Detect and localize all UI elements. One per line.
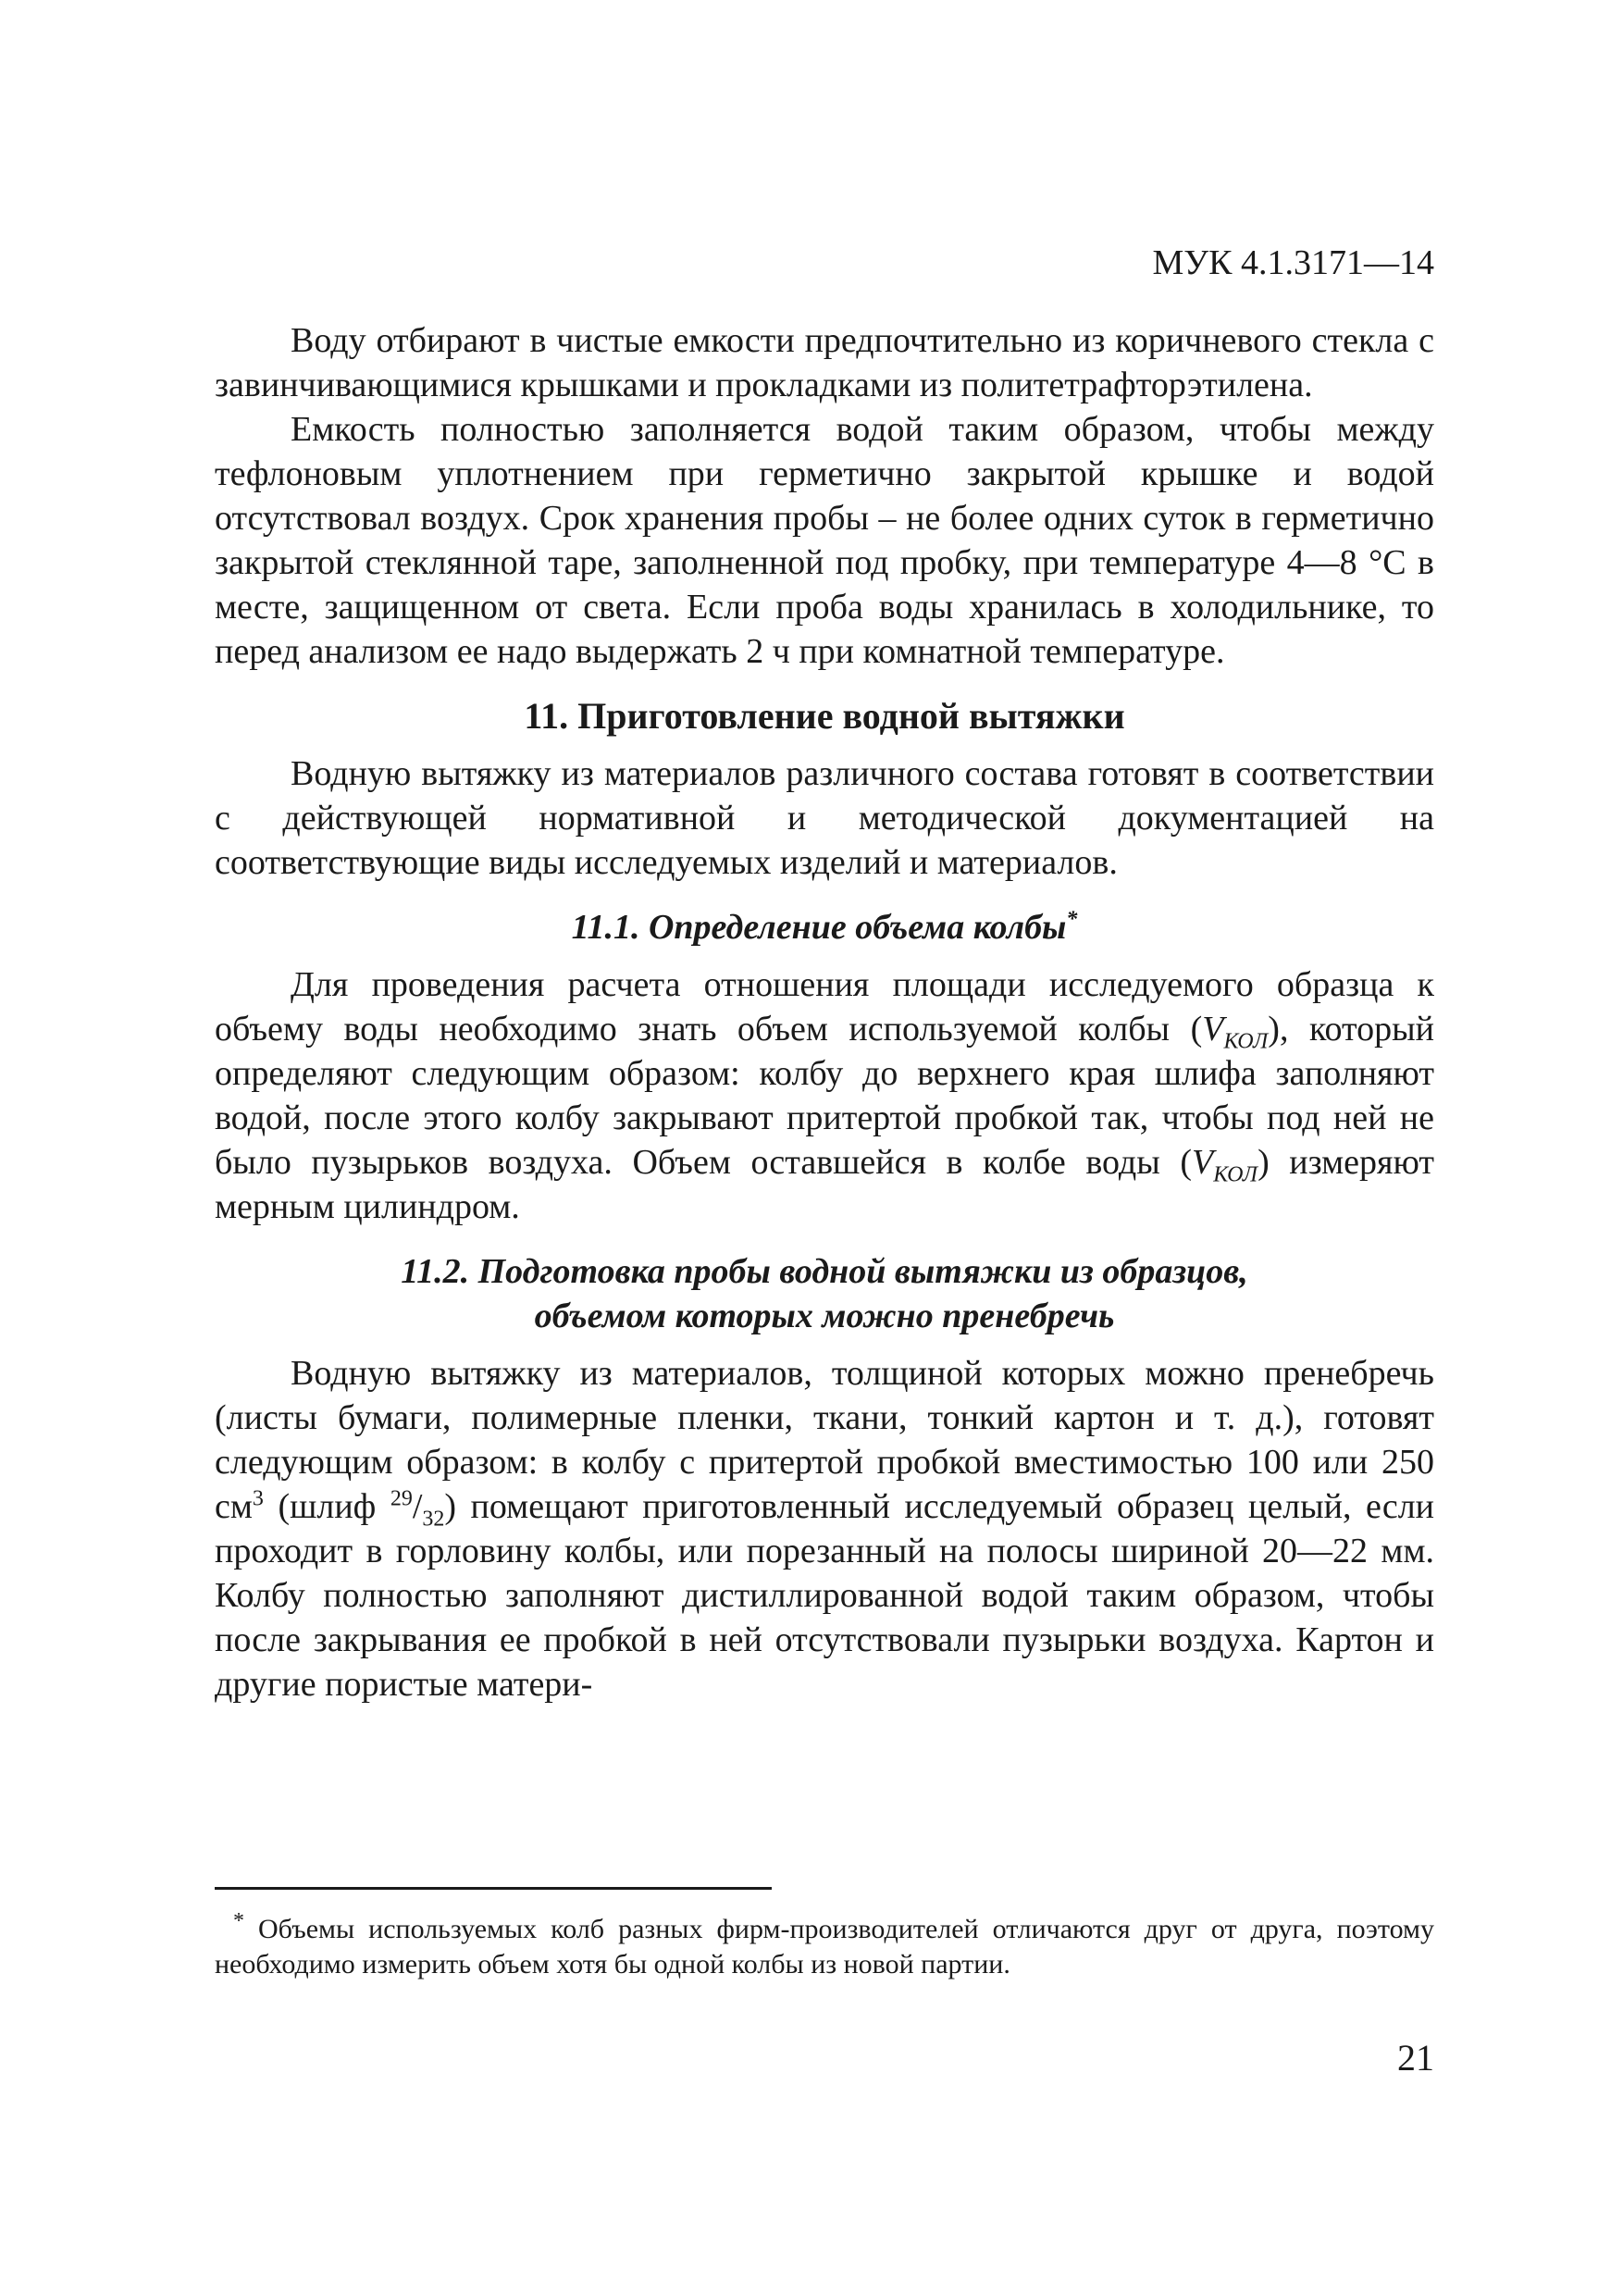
fraction-separator: / (412, 1487, 423, 1526)
flask-volume-text-1: Для проведения расчета отношения площади исследуемого образца к объему воды необходимо знать объем используемой колбы ( (215, 965, 1434, 1049)
footnote-reference-mark: * (1066, 907, 1078, 932)
variable-v-2: V (1192, 1143, 1214, 1182)
section-11-2-title-line-1: 11.2. Подготовка пробы водной вытяжки из образцов, (401, 1252, 1248, 1291)
section-11-1-title-text: 11.1. Определение объема колбы (571, 908, 1067, 947)
flask-volume-text-2: ), который определяют следующим образом: колбу до верхнего края шлифа заполняют водой, после этого колбу закрывают притертой пробкой так, чтобы под ней не было пузырьков воздуха. Объем оставшейся в колбе воды ( (215, 1010, 1434, 1182)
page-content (215, 242, 1434, 1706)
variable-v-kol (1202, 1010, 1269, 1054)
superscript-cubic: 3 (252, 1486, 264, 1511)
page-number: 21 (1397, 2037, 1434, 2079)
sample-prep-text-2: (шлиф (263, 1487, 390, 1526)
section-11-2-title-line-2: объемом которых можно пренебречь (534, 1297, 1115, 1335)
sample-prep-text-3: ) помещают приготовленный исследуемый образец целый, если проходит в горловину колбы, или порезанный на полосы шириной 20—22 мм. Колбу полностью заполняют дистиллированной водой таким образом, чтобы после закрывания ее пробкой в ней отсутствовали пузырьки воздуха. Картон и другие пористые матери- (215, 1487, 1434, 1704)
flask-volume-text-3: ) измеряют мерным цилиндром. (215, 1143, 1434, 1226)
section-11-title: 11. Приготовление водной вытяжки (524, 695, 1125, 737)
sample-prep-text-1: Водную вытяжку из материалов, толщиной которых можно пренебречь (листы бумаги, полимерные пленки, ткани, тонкий картон и т. д.), готовят следующим образом: в колбу с притертой пробкой вместимостью 100 или 250 см (215, 1354, 1434, 1526)
paragraph-sample-preparation (215, 1351, 1434, 1706)
section-11-2-title (215, 1249, 1434, 1338)
paragraph-container-filling: Емкость полностью заполняется водой таким образом, чтобы между тефлоновым уплотнением при герметично закрытой крышке и водой отсутствовал воздух. Срок хранения пробы – не более одних суток в герметично закрытой стеклянной таре, заполненной под пробку, при температуре 4—8 °С в месте, защищенном от света. Если проба воды хранилась в холодильнике, то перед анализом ее надо выдержать 2 ч при комнатной температуре. (215, 410, 1434, 671)
footnote-text: Объемы используемых колб разных фирм-производителей отличаются друг от друга, поэтому необходимо измерить объем хотя бы одной колбы из новой партии. (215, 1914, 1434, 1980)
fraction-numerator: 29 (390, 1486, 413, 1511)
document-code-header: МУК 4.1.3171—14 (1152, 243, 1434, 282)
footnote (215, 1909, 1434, 1982)
paragraph-flask-volume (215, 962, 1434, 1229)
paragraph-aqueous-extract: Водную вытяжку из материалов различного состава готовят в соответствии с действующей нормативной и методической документацией на соответствующие виды исследуемых изделий и материалов. (215, 754, 1434, 882)
variable-subscript-2: КОЛ (1213, 1162, 1258, 1187)
variable-subscript: КОЛ (1223, 1029, 1269, 1054)
fraction-denominator: 32 (422, 1507, 445, 1532)
paragraph-water-sampling: Воду отбирают в чистые емкости предпочтительно из коричневого стекла с завинчивающимися крышками и прокладками из политетрафторэтилена. (215, 321, 1434, 404)
footnote-divider (215, 1887, 772, 1890)
variable-v-kol-2 (1192, 1143, 1258, 1187)
variable-v: V (1202, 1010, 1224, 1049)
footnote-mark: * (233, 1909, 244, 1933)
section-11-1-title (215, 905, 1434, 949)
